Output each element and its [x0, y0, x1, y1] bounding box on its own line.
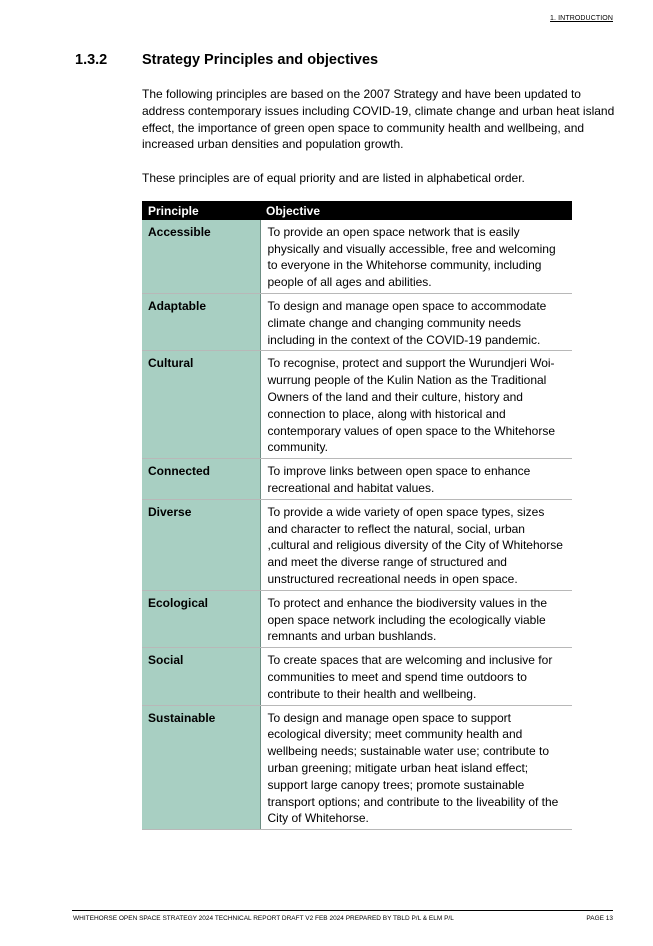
table-row [142, 499, 572, 590]
principle-cell: Cultural [142, 351, 260, 459]
footer-divider [72, 910, 613, 911]
section-title: Strategy Principles and objectives [142, 52, 379, 68]
table-header-row [142, 201, 572, 220]
table-row [142, 220, 572, 294]
table-row [142, 293, 572, 350]
header-principle: Principle [142, 201, 260, 220]
principles-table [142, 201, 572, 830]
intro-paragraph-2: These principles are of equal priority and are listed in alphabetical order. [142, 170, 525, 185]
objective-cell: To protect and enhance the biodiversity values in the open space network including the ecologically viable remnants and urban bushlands. [260, 590, 572, 647]
intro-text [142, 86, 622, 204]
objective-cell: To design and manage open space to support ecological diversity; meet community health and wellbeing needs; sustainable water use; contribute to urban greening; mitigate urban heat island effect; support large canopy trees; promote sustainable transport options; and contribute to the liveability of the City of Whitehorse. [260, 705, 572, 830]
principle-cell: Adaptable [142, 293, 260, 350]
principle-cell: Diverse [142, 499, 260, 590]
principle-cell: Social [142, 648, 260, 705]
table-row [142, 648, 572, 705]
objective-cell: To improve links between open space to enhance recreational and habitat values. [260, 459, 572, 500]
objective-cell: To create spaces that are welcoming and inclusive for communities to meet and spend time outdoors to contribute to their health and wellbeing. [260, 648, 572, 705]
objective-cell: To provide a wide variety of open space types, sizes and character to reflect the natural, social, urban ,cultural and religious diversity of the City of Whitehorse and meet the diverse range of structured and unstructured recreational needs in open space. [260, 499, 572, 590]
principle-cell: Ecological [142, 590, 260, 647]
principle-cell: Sustainable [142, 705, 260, 830]
principle-cell: Accessible [142, 220, 260, 294]
objective-cell: To recognise, protect and support the Wurundjeri Woi-wurrung people of the Kulin Nation as the Traditional Owners of the land and their culture, history and connection to place, along with historical and contemporary values of open space to the Whitehorse community. [260, 351, 572, 459]
intro-paragraph-1: The following principles are based on the 2007 Strategy and have been updated to address contemporary issues including COVID-19, climate change and urban heat island effect, the importance of green open space to community health and wellbeing, and increased urban densities and population growth. [142, 87, 615, 152]
section-number: 1.3.2 [75, 52, 108, 68]
table-row [142, 705, 572, 830]
page-number: PAGE 13 [586, 915, 613, 922]
principle-cell: Connected [142, 459, 260, 500]
table-row [142, 351, 572, 459]
table-row [142, 459, 572, 500]
section-heading [75, 52, 378, 68]
footer-document-info: WHITEHORSE OPEN SPACE STRATEGY 2024 TECHNICAL REPORT DRAFT V2 FEB 2024 PREPARED BY TBLD P/L & ELM P/L [73, 915, 454, 922]
running-header: 1. INTRODUCTION [550, 15, 613, 22]
header-objective: Objective [260, 201, 572, 220]
objective-cell: To design and manage open space to accommodate climate change and changing community needs including in the context of the COVID-19 pandemic. [260, 293, 572, 350]
table-row [142, 590, 572, 647]
objective-cell: To provide an open space network that is easily physically and visually accessible, free and welcoming to everyone in the Whitehorse community, including people of all ages and abilities. [260, 220, 572, 294]
